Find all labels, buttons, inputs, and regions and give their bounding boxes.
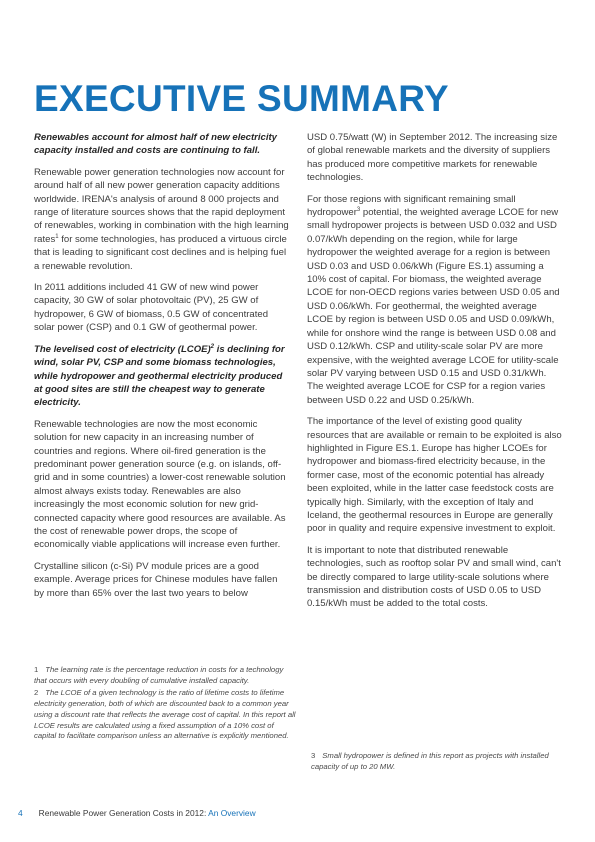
footnote-number: 2	[34, 687, 39, 697]
footer-subtitle: An Overview	[208, 808, 256, 818]
paragraph-renewables-share	[34, 166, 290, 273]
page-number: 4	[18, 808, 23, 818]
paragraph-text: Renewable power generation technologies now account for around half of all new power generation capacity additions worldwide. IRENA's analysis of around 8 000 projects and range of literature sources shows that the rapid deployment of renewables, working in combination with the high learning rates	[34, 166, 289, 245]
paragraph-resource-quality: The importance of the level of existing good quality resources that are available or remain to be exploited is also highlighted in Figure ES.1. Europe has higher LCOEs for hydropower and biomass-fired electricity because, in the former case, most of the economic potential has already been exploited, while in the latter case feedstock costs are typically high. Similarly, with the exception of Italy and Iceland, the geothermal resources in Europe are generally poor in quality and require expensive investment to exploit.	[307, 416, 562, 535]
lead-text: The levelised cost of electricity (LCOE)	[34, 343, 211, 355]
paragraph-regional-lcoe	[307, 193, 563, 408]
left-column	[34, 131, 290, 608]
footnote-ref-2[interactable]: 2	[210, 343, 215, 350]
footnote-1	[34, 665, 296, 687]
paragraph-distributed: It is important to note that distributed renewable technologies, such as rooftop solar PV and small wind, can't be directly compared to large utility-scale solutions where transmission and distribution costs of USD 0.05 to USD 0.15/kWh must be added to the total costs.	[307, 544, 561, 610]
footnote-ref-3[interactable]: 3	[356, 206, 361, 213]
right-column	[307, 131, 563, 619]
paragraph-text: For those regions with significant remaining small hydropower	[307, 193, 516, 219]
footnote-number: 1	[34, 665, 39, 674]
footer-title: Renewable Power Generation Costs in 2012:	[38, 808, 209, 818]
paragraph-text: for some technologies, has produced a virtuous circle that is leading to significant cost declines and is helping fuel a renewable revolution.	[34, 233, 287, 272]
page-footer	[18, 808, 256, 818]
footnote-number: 3	[311, 751, 316, 760]
footnote-text: The LCOE of a given technology is the ratio of lifetime costs to lifetime electricity generation, both of which are discounted back to a common year using a discount rate that reflects the average cost of capital. In this report all LCOE results are calculated using a fixed assumption of a 10% cost of capital to facilitate comparison unless an alternative is explicitly mentioned.	[34, 687, 296, 741]
paragraph-2011-additions: In 2011 additions included 41 GW of new wind power capacity, 30 GW of solar photovoltaic (PV), 25 GW of hydropower, 6 GW of biomass, 0.5 GW of concentrated solar power (CSP) and 0.1 GW of geothermal power.	[34, 282, 269, 334]
footnote-text: The learning rate is the percentage reduction in costs for a technology that occurs with every doubling of cumulative installed capacity.	[34, 665, 284, 685]
lead-heading-renewables: Renewables account for almost half of new electricity capacity installed and costs are continuing to fall.	[34, 132, 277, 157]
paragraph-economic-solution: Renewable technologies are now the most economic solution for new capacity in an increasing number of countries and regions. Where oil-fired generation is the predominant power generation source (e.g. on islands, off-grid and in some countries) a lower-cost renewable solution almost always exists today. Renewables are also increasingly the most economic solution for new grid-connected capacity where good resources are available. As the cost of renewable power drops, the scope of economically viable applications will increase even further.	[34, 418, 286, 551]
lead-heading-lcoe	[34, 343, 290, 410]
footnote-text: Small hydropower is defined in this report as projects with installed capacity of up to 20 MW.	[311, 751, 549, 771]
lead-text: is declining for wind, solar PV, CSP and some biomass technologies, while hydropower and geothermal electricity produced at good sites are still the cheapest way to generate electricity.	[34, 343, 285, 409]
paragraph-pv-prices: Crystalline silicon (c-Si) PV module prices are a good example. Average prices for Chinese modules have fallen by more than 65% over the last two years to below	[34, 560, 278, 599]
page-title: EXECUTIVE SUMMARY	[34, 77, 449, 119]
footnote-ref-1[interactable]: 1	[55, 233, 59, 240]
footnotes-right	[311, 751, 569, 774]
paragraph-pv-continued: USD 0.75/watt (W) in September 2012. The increasing size of global renewable markets and the diversity of suppliers has produced more competitive markets for renewable technologies.	[307, 132, 558, 184]
paragraph-text: potential, the weighted average LCOE for new small hydropower projects is between USD 0.032 and USD 0.07/kWh depending on the region, while for large hydropower the weighted average for a region is between USD 0.03 and USD 0.06/kWh (Figure ES.1) assuming a 10% cost of capital. For biomass, the weighted average LCOE for non-OECD regions varies between USD 0.05 and USD 0.06/kWh. For geothermal, the weighted average LCOE by region is between USD 0.05 and USD 0.09/kWh, while for onshore wind the range is between USD 0.08 and USD 0.12/kWh. CSP and utility-scale solar PV are more expensive, with the weighted average LCOE for utility-scale solar PV varying between USD 0.15 and USD 0.31/kWh. The weighted average LCOE for CSP for a region varies between USD 0.22 and USD 0.25/kWh.	[307, 207, 560, 406]
footnote-2	[34, 688, 296, 743]
footnote-3	[311, 751, 569, 773]
footnotes-left	[34, 665, 296, 743]
